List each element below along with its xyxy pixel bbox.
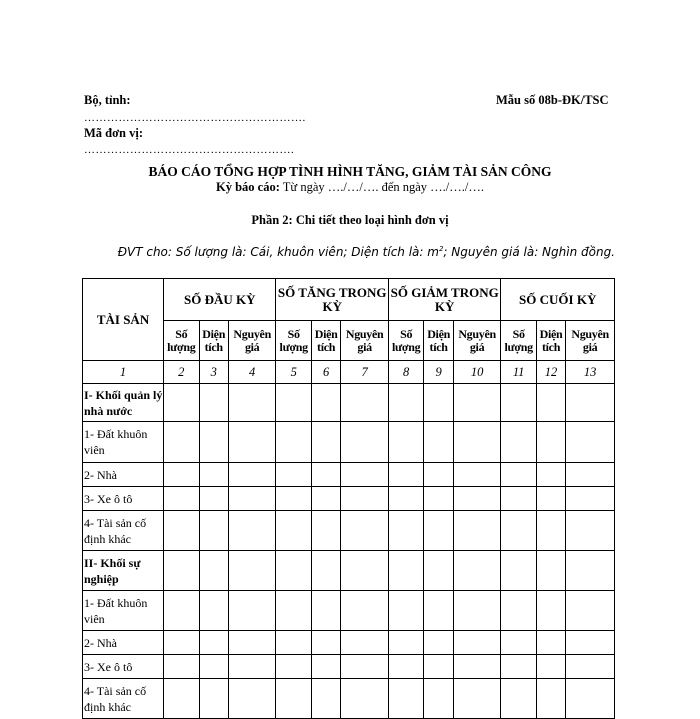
table-cell[interactable]: [501, 591, 536, 631]
sub-header-original-cost: Nguyên giá: [453, 321, 501, 361]
table-cell[interactable]: [341, 655, 389, 679]
table-cell[interactable]: [311, 591, 340, 631]
row-label: I- Khối quản lý nhà nước: [83, 384, 164, 422]
table-cell[interactable]: [536, 679, 565, 719]
table-cell[interactable]: [566, 422, 615, 463]
table-cell[interactable]: [453, 422, 501, 463]
table-cell[interactable]: [536, 422, 565, 463]
table-cell[interactable]: [388, 591, 423, 631]
table-cell[interactable]: [341, 463, 389, 487]
table-cell[interactable]: [453, 384, 501, 422]
table-cell[interactable]: [341, 487, 389, 511]
column-number: 11: [501, 361, 536, 384]
table-cell[interactable]: [276, 511, 311, 551]
table-cell[interactable]: [388, 679, 423, 719]
table-cell[interactable]: [501, 463, 536, 487]
table-cell[interactable]: [164, 591, 199, 631]
table-cell[interactable]: [424, 463, 453, 487]
column-number: 1: [83, 361, 164, 384]
table-cell[interactable]: [388, 487, 423, 511]
table-cell[interactable]: [228, 591, 276, 631]
table-cell[interactable]: [276, 631, 311, 655]
group-header-decrease: SỐ GIẢM TRONG KỲ: [388, 279, 500, 321]
table-cell[interactable]: [341, 591, 389, 631]
column-number: 8: [388, 361, 423, 384]
table-cell[interactable]: [276, 463, 311, 487]
sub-header-quantity: Số lượng: [501, 321, 536, 361]
table-cell[interactable]: [388, 463, 423, 487]
table-row: [83, 679, 615, 719]
table-cell[interactable]: [424, 655, 453, 679]
table-cell[interactable]: [424, 511, 453, 551]
table-cell[interactable]: [228, 631, 276, 655]
table-cell[interactable]: [388, 655, 423, 679]
table-cell[interactable]: [199, 422, 228, 463]
row-label: 4- Tài sản cố định khác: [83, 511, 164, 551]
table-cell[interactable]: [228, 679, 276, 719]
table-cell[interactable]: [341, 631, 389, 655]
column-number: 10: [453, 361, 501, 384]
table-cell[interactable]: [311, 463, 340, 487]
table-cell[interactable]: [453, 551, 501, 591]
column-number: 12: [536, 361, 565, 384]
table-cell[interactable]: [228, 463, 276, 487]
table-cell[interactable]: [164, 655, 199, 679]
table-cell[interactable]: [341, 679, 389, 719]
table-cell[interactable]: [311, 679, 340, 719]
table-cell[interactable]: [199, 551, 228, 591]
table-cell[interactable]: [453, 679, 501, 719]
table-row: [83, 384, 615, 422]
table-cell[interactable]: [424, 422, 453, 463]
table-cell[interactable]: [536, 511, 565, 551]
report-period: [0, 180, 700, 195]
unit-note-text-after: ; Nguyên giá là: Nghìn đồng.: [443, 245, 615, 259]
table-cell[interactable]: [536, 551, 565, 591]
table-cell[interactable]: [388, 422, 423, 463]
ministry-province-dots: ………………………………………………….: [84, 112, 306, 124]
unit-note-superscript: 2: [438, 245, 444, 253]
table-cell[interactable]: [341, 551, 389, 591]
asset-column-header: TÀI SẢN: [83, 279, 164, 361]
row-label: 3- Xe ô tô: [83, 487, 164, 511]
table-cell[interactable]: [566, 551, 615, 591]
table-row: [83, 463, 615, 487]
table-cell[interactable]: [566, 679, 615, 719]
table-cell[interactable]: [199, 487, 228, 511]
table-cell[interactable]: [453, 631, 501, 655]
table-row: [83, 487, 615, 511]
table-cell[interactable]: [453, 463, 501, 487]
table-cell[interactable]: [164, 679, 199, 719]
table-cell[interactable]: [164, 511, 199, 551]
column-number: 3: [199, 361, 228, 384]
sub-header-area: Diện tích: [536, 321, 565, 361]
sub-header-area: Diện tích: [199, 321, 228, 361]
table-cell[interactable]: [311, 631, 340, 655]
table-cell[interactable]: [424, 591, 453, 631]
row-label: 1- Đất khuôn viên: [83, 422, 164, 463]
table-row: [83, 655, 615, 679]
column-number: 2: [164, 361, 199, 384]
table-cell[interactable]: [566, 591, 615, 631]
table-cell[interactable]: [341, 511, 389, 551]
table-cell[interactable]: [453, 487, 501, 511]
table-cell[interactable]: [228, 487, 276, 511]
unit-note-text: ĐVT cho: Số lượng là: Cái, khuôn viên; Diện tích là: m: [117, 245, 439, 259]
group-header-increase: SỐ TĂNG TRONG KỲ: [276, 279, 388, 321]
table-cell[interactable]: [164, 631, 199, 655]
table-cell[interactable]: [164, 422, 199, 463]
sub-header-original-cost: Nguyên giá: [566, 321, 615, 361]
table-cell[interactable]: [453, 511, 501, 551]
table-cell[interactable]: [276, 422, 311, 463]
table-cell[interactable]: [311, 551, 340, 591]
table-cell[interactable]: [199, 679, 228, 719]
table-cell[interactable]: [311, 487, 340, 511]
table-cell[interactable]: [424, 384, 453, 422]
section-title: Phần 2: Chi tiết theo loại hình đơn vị: [251, 213, 449, 227]
sub-header-quantity: Số lượng: [276, 321, 311, 361]
table-cell[interactable]: [311, 384, 340, 422]
sub-header-quantity: Số lượng: [388, 321, 423, 361]
table-cell[interactable]: [311, 422, 340, 463]
table-cell[interactable]: [199, 591, 228, 631]
column-number: 7: [341, 361, 389, 384]
row-label: 2- Nhà: [83, 631, 164, 655]
table-cell[interactable]: [501, 422, 536, 463]
sub-header-quantity: Số lượng: [164, 321, 199, 361]
table-cell[interactable]: [228, 384, 276, 422]
column-number: 13: [566, 361, 615, 384]
table-cell[interactable]: [164, 487, 199, 511]
table-cell[interactable]: [424, 551, 453, 591]
table-cell[interactable]: [453, 655, 501, 679]
table-cell[interactable]: [311, 655, 340, 679]
table-cell[interactable]: [228, 551, 276, 591]
row-label: 2- Nhà: [83, 463, 164, 487]
column-number: 5: [276, 361, 311, 384]
table-row: [83, 422, 615, 463]
table-cell[interactable]: [501, 487, 536, 511]
table-cell[interactable]: [199, 511, 228, 551]
unit-code-dots: ……………………………………………….: [84, 144, 295, 156]
row-label: 3- Xe ô tô: [83, 655, 164, 679]
sub-header-original-cost: Nguyên giá: [228, 321, 276, 361]
table-cell[interactable]: [424, 679, 453, 719]
table-cell[interactable]: [536, 655, 565, 679]
column-number: 4: [228, 361, 276, 384]
table-cell[interactable]: [566, 463, 615, 487]
row-label: 4- Tài sản cố định khác: [83, 679, 164, 719]
asset-report-table: [82, 278, 615, 719]
table-cell[interactable]: [228, 511, 276, 551]
table-cell[interactable]: [501, 655, 536, 679]
table-cell[interactable]: [424, 487, 453, 511]
column-number: 6: [311, 361, 340, 384]
table-cell[interactable]: [276, 384, 311, 422]
report-title: BÁO CÁO TỔNG HỢP TÌNH HÌNH TĂNG, GIẢM TÀI SẢN CÔNG: [148, 164, 552, 179]
table-cell[interactable]: [199, 384, 228, 422]
table-row: [83, 551, 615, 591]
table-row: [83, 591, 615, 631]
report-period-label: Kỳ báo cáo:: [216, 180, 280, 194]
ministry-province-label: Bộ, tỉnh:: [84, 93, 131, 107]
table-cell[interactable]: [276, 551, 311, 591]
table-cell[interactable]: [501, 679, 536, 719]
table-cell[interactable]: [228, 422, 276, 463]
table-cell[interactable]: [341, 384, 389, 422]
table-cell[interactable]: [276, 487, 311, 511]
table-row: [83, 511, 615, 551]
table-row: [83, 631, 615, 655]
table-cell[interactable]: [536, 487, 565, 511]
table-cell[interactable]: [388, 631, 423, 655]
unit-code-label: Mã đơn vị:: [84, 126, 144, 140]
table-cell[interactable]: [276, 655, 311, 679]
table-cell[interactable]: [164, 384, 199, 422]
table-cell[interactable]: [199, 631, 228, 655]
table-cell[interactable]: [424, 631, 453, 655]
group-header-closing: SỐ CUỐI KỲ: [501, 279, 615, 321]
report-period-value: Từ ngày …./…/…. đến ngày …./…./….: [279, 180, 484, 194]
sub-header-original-cost: Nguyên giá: [341, 321, 389, 361]
table-cell[interactable]: [164, 463, 199, 487]
table-cell[interactable]: [199, 463, 228, 487]
table-cell[interactable]: [388, 551, 423, 591]
table-cell[interactable]: [536, 463, 565, 487]
column-number: 9: [424, 361, 453, 384]
table-cell[interactable]: [566, 655, 615, 679]
table-cell[interactable]: [501, 384, 536, 422]
table-cell[interactable]: [501, 631, 536, 655]
table-cell[interactable]: [536, 591, 565, 631]
table-cell[interactable]: [536, 631, 565, 655]
table-cell[interactable]: [566, 487, 615, 511]
table-cell[interactable]: [566, 511, 615, 551]
sub-header-area: Diện tích: [424, 321, 453, 361]
form-number: Mẫu số 08b-ĐK/TSC: [496, 93, 609, 107]
table-cell[interactable]: [453, 591, 501, 631]
table-cell[interactable]: [228, 655, 276, 679]
table-cell[interactable]: [501, 511, 536, 551]
table-cell[interactable]: [341, 422, 389, 463]
row-label: 1- Đất khuôn viên: [83, 591, 164, 631]
table-cell[interactable]: [388, 384, 423, 422]
sub-header-area: Diện tích: [311, 321, 340, 361]
table-cell[interactable]: [501, 551, 536, 591]
table-cell[interactable]: [388, 511, 423, 551]
table-cell[interactable]: [276, 591, 311, 631]
table-cell[interactable]: [199, 655, 228, 679]
table-cell[interactable]: [536, 384, 565, 422]
table-cell[interactable]: [566, 384, 615, 422]
column-number-row: [83, 361, 615, 384]
table-cell[interactable]: [276, 679, 311, 719]
group-header-opening: SỐ ĐẦU KỲ: [164, 279, 276, 321]
unit-note: [118, 245, 615, 259]
row-label: II- Khối sự nghiệp: [83, 551, 164, 591]
table-cell[interactable]: [311, 511, 340, 551]
table-cell[interactable]: [164, 551, 199, 591]
table-cell[interactable]: [566, 631, 615, 655]
